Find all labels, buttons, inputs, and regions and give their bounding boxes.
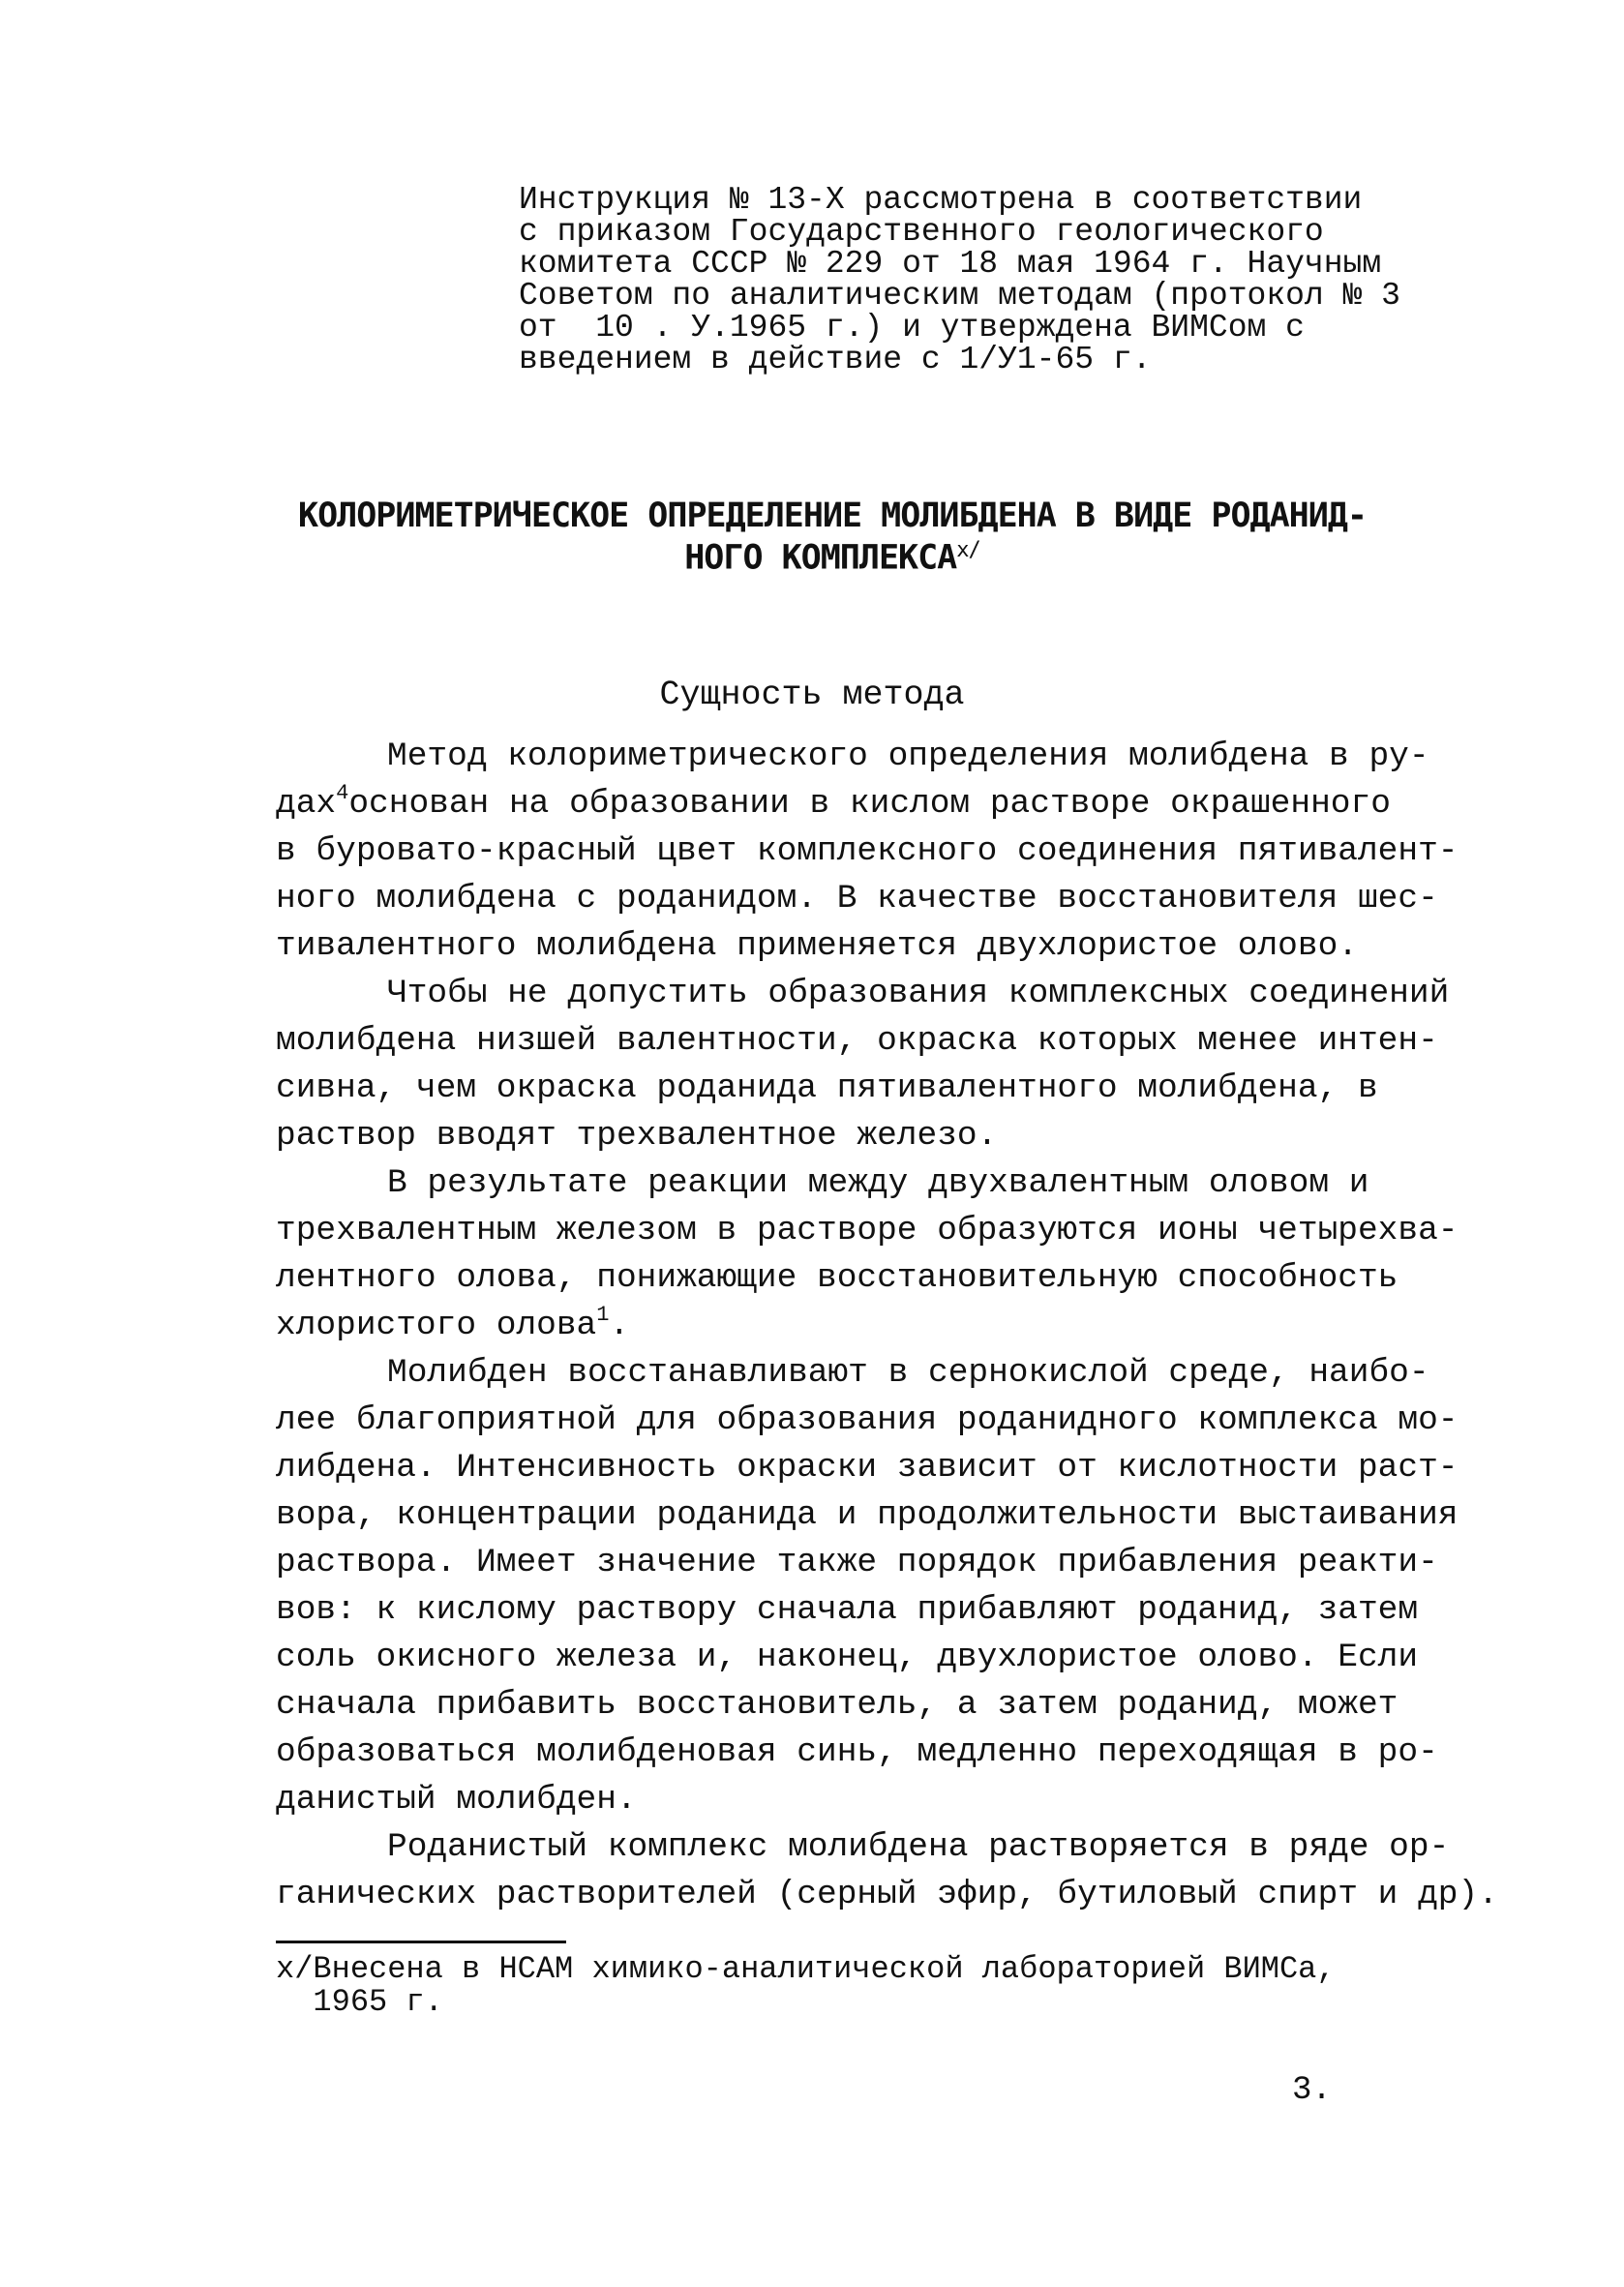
paragraph-line: [276, 780, 1391, 828]
paragraph-line: вов: к кислому раствору сначала прибавляют роданид, затем: [276, 1591, 1419, 1629]
paragraph-line: сивна, чем окраска роданида пятивалентного молибдена, в: [276, 1069, 1378, 1107]
approval-note-line: с приказом Государственного геологического: [519, 214, 1324, 250]
paragraph-line: Метод колориметрического определения молибдена в ру-: [387, 737, 1429, 775]
footnote-divider: [276, 1941, 566, 1943]
paragraph-line: лее благоприятной для образования роданидного комплекса мо-: [276, 1401, 1459, 1439]
approval-note-line: Советом по аналитическим методам (протокол № 3: [519, 278, 1400, 314]
text-run: основан на образовании в кислом растворе окрашенного: [348, 785, 1391, 823]
text-run: хлористого олова: [276, 1307, 597, 1344]
approval-note-line: от 10 . У.1965 г.) и утверждена ВИМСом с: [519, 310, 1305, 346]
page-number: 3.: [1292, 2072, 1332, 2109]
approval-note: [519, 184, 1409, 376]
title-footnote-mark: х/: [956, 538, 980, 562]
paragraph-line: трехвалентным железом в растворе образуются ионы четырехва-: [276, 1212, 1459, 1249]
approval-note-line: введением в действие с 1/У1-65 г.: [519, 342, 1152, 377]
paragraph-line: в буровато-красный цвет комплексного соединения пятивалент-: [276, 832, 1459, 870]
paragraph-line: тивалентного молибдена применяется двухлористое олово.: [276, 927, 1358, 965]
paragraph-line: ганических растворителей (серный эфир, бутиловый спирт и др).: [276, 1876, 1498, 1913]
paragraph-line: ного молибдена с роданидом. В качестве восстановителя шес-: [276, 880, 1438, 918]
reference-superscript: 4: [336, 781, 349, 805]
paragraph-line: лентного олова, понижающие восстановительную способность: [276, 1259, 1398, 1297]
paragraph-line: Роданистый комплекс молибдена растворяется в ряде ор-: [387, 1828, 1450, 1866]
section-heading: Сущность метода: [659, 676, 965, 714]
paragraph-line: молибдена низшей валентности, окраска которых менее интен-: [276, 1022, 1438, 1060]
footnote-line-2: 1965 г.: [276, 1984, 443, 2020]
paragraph-line: либдена. Интенсивность окраски зависит от кислотности раст-: [276, 1449, 1459, 1487]
paragraph-line: В результате реакции между двухвалентным оловом и: [387, 1164, 1369, 1202]
title-line-2: [290, 533, 1374, 576]
paragraph-line: вора, концентрации роданида и продолжительности выстаивания: [276, 1496, 1459, 1534]
paragraph-line: образоваться молибденовая синь, медленно переходящая в ро-: [276, 1733, 1438, 1771]
paragraph-line: [276, 1302, 1379, 1349]
paragraph-line: раствора. Имеет значение также порядок прибавления реакти-: [276, 1544, 1438, 1581]
paragraph-line: сначала прибавить восстановитель, а затем роданид, может: [276, 1686, 1398, 1724]
body-text: [276, 733, 1498, 1918]
paragraph-line: раствор вводят трехвалентное железо.: [276, 1117, 998, 1155]
title-line-1: КОЛОРИМЕТРИЧЕСКОЕ ОПРЕДЕЛЕНИЕ МОЛИБДЕНА В ВИДЕ РОДАНИД-: [298, 497, 1367, 535]
reference-superscript: 1: [596, 1303, 610, 1327]
approval-note-line: комитета СССР № 229 от 18 мая 1964 г. Научным: [519, 246, 1382, 282]
paragraph-line: данистый молибден.: [276, 1781, 637, 1819]
footnote: [276, 1953, 1379, 2019]
paragraph-line: Молибден восстанавливают в сернокислой среде, наибо-: [387, 1354, 1429, 1392]
title-line-2-text: НОГО КОМПЛЕКСА: [684, 538, 957, 578]
footnote-line-1: х/Внесена в НСАМ химико-аналитической лабораторией ВИМСа,: [276, 1951, 1336, 1987]
paragraph-line: Чтобы не допустить образования комплексных соединений: [387, 975, 1450, 1012]
text-run: .: [609, 1307, 630, 1344]
document-title: [290, 498, 1374, 576]
approval-note-line: Инструкция № 13-Х рассмотрена в соответствии: [519, 182, 1363, 218]
paragraph-line: соль окисного железа и, наконец, двухлористое олово. Если: [276, 1639, 1419, 1676]
text-run: дах: [276, 785, 337, 823]
